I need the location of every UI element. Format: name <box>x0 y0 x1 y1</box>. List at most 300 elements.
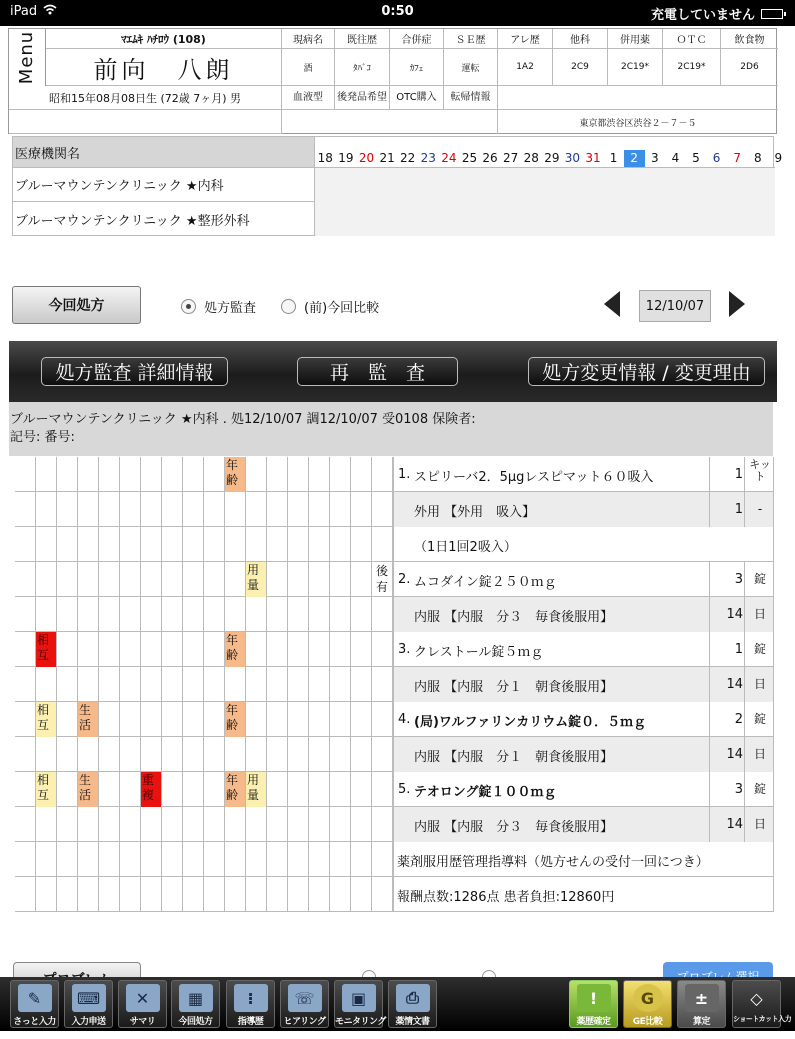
flag-cell <box>141 527 162 562</box>
flag-cell <box>246 667 267 702</box>
ge-compare-label: GE比較 <box>632 1017 663 1027</box>
flag-age[interactable]: 年齢 <box>225 772 246 807</box>
flag-cell <box>225 597 246 632</box>
table-row[interactable] <box>15 562 774 597</box>
radio-audit-label: 処方監査 <box>204 301 257 316</box>
info-head-other-dept[interactable]: 他科 <box>553 29 608 49</box>
drug-cell[interactable] <box>393 737 774 772</box>
flag-cell <box>309 527 330 562</box>
flag-cell <box>351 562 372 597</box>
flag-cell <box>78 457 99 492</box>
flag-cell <box>36 527 57 562</box>
flag-inter[interactable]: 相互 <box>36 772 57 807</box>
device-label: iPad <box>10 4 38 19</box>
day-list <box>315 150 789 167</box>
drug-cell[interactable] <box>393 772 774 807</box>
flag-cell <box>99 807 120 842</box>
flag-cell <box>36 807 57 842</box>
flag-cell <box>120 632 141 667</box>
flag-cell <box>246 737 267 772</box>
flag-cell <box>330 457 351 492</box>
drug-unit: 日 <box>753 677 766 691</box>
info-val-2d6: 2D6 <box>721 49 778 86</box>
radio-compare[interactable] <box>281 297 379 316</box>
flag-cell <box>225 807 246 842</box>
monitoring-label: モニタリング <box>335 1017 386 1027</box>
info-head-outcome[interactable]: 転帰情報 <box>444 86 498 110</box>
info-head-generic[interactable]: 後発品希望 <box>335 86 390 110</box>
flag-cell <box>330 492 351 527</box>
drug-unit: 錠 <box>753 712 766 726</box>
late-cell <box>372 667 393 702</box>
flag-cell <box>330 877 351 912</box>
flag-cell <box>330 597 351 632</box>
summary-button[interactable] <box>118 980 167 1028</box>
late-cell <box>372 457 393 492</box>
flag-cell <box>204 737 225 772</box>
flag-late: 後有 <box>372 562 393 597</box>
day[interactable]: 23 <box>420 151 436 165</box>
flag-cell <box>246 702 267 737</box>
day[interactable]: 9 <box>774 151 783 165</box>
flag-cell <box>57 772 78 807</box>
table-row[interactable] <box>15 492 774 527</box>
quick-input-label: さっと入力 <box>13 1017 56 1027</box>
guidance-history-button[interactable] <box>226 980 275 1028</box>
flag-cell <box>15 632 36 667</box>
flag-cell <box>246 807 267 842</box>
bottom-toolbar <box>0 977 795 1031</box>
menu-button[interactable] <box>9 29 46 86</box>
info-head-blood[interactable]: 血液型 <box>282 86 335 110</box>
drug-unit: 日 <box>753 747 766 761</box>
flag-life[interactable]: 生活 <box>78 772 99 807</box>
flag-cell <box>57 667 78 702</box>
flag-cell <box>141 492 162 527</box>
flag-cell <box>36 842 57 877</box>
flag-cell <box>183 807 204 842</box>
drug-cell[interactable] <box>393 702 774 737</box>
flag-cell <box>162 807 183 842</box>
flag-cell <box>225 492 246 527</box>
drug-name: テオロング錠１００ｍｇ <box>414 785 557 800</box>
flag-cell <box>204 702 225 737</box>
flag-cell <box>204 492 225 527</box>
reaudit-button[interactable]: 再 監 査 <box>297 357 458 386</box>
flag-cell <box>120 492 141 527</box>
current-rx-label: 今回処方 <box>178 1017 213 1027</box>
summary-label: サマリ <box>129 1017 156 1027</box>
rx-info-line2: 記号: 番号: <box>10 430 75 445</box>
drug-number: 1. <box>398 467 411 482</box>
flag-cell <box>57 877 78 912</box>
day[interactable]: 8 <box>753 151 762 165</box>
audit-detail-button[interactable]: 処方監査 詳細情報 <box>41 357 228 386</box>
flag-cell <box>120 877 141 912</box>
flag-cell <box>288 772 309 807</box>
flag-cell <box>57 527 78 562</box>
flag-cell <box>267 632 288 667</box>
flag-cell <box>204 527 225 562</box>
radio-audit[interactable] <box>181 297 256 316</box>
flag-cell <box>120 597 141 632</box>
flag-cell <box>15 807 36 842</box>
flag-cell <box>225 737 246 772</box>
info-blank <box>498 86 778 110</box>
ge-compare-icon: G <box>633 984 663 1012</box>
day[interactable]: 30 <box>564 151 581 165</box>
late-cell <box>372 772 393 807</box>
flag-cell <box>162 527 183 562</box>
drug-unit: 錠 <box>753 572 766 586</box>
late-cell <box>372 597 393 632</box>
flag-life[interactable]: 生活 <box>78 702 99 737</box>
flag-cell <box>15 702 36 737</box>
drug-cell[interactable] <box>393 667 774 702</box>
flag-cell <box>99 492 120 527</box>
day[interactable]: 3 <box>650 151 659 165</box>
day[interactable]: 24 <box>441 151 457 165</box>
drug-name: スピリーバ2．5μgレスピマット６０吸入 <box>414 470 654 485</box>
table-row[interactable] <box>15 702 774 737</box>
flag-cell <box>267 667 288 702</box>
info-head-history[interactable]: 既往歴 <box>335 29 390 49</box>
drug-unit: 錠 <box>753 642 766 656</box>
table-row[interactable] <box>15 842 774 877</box>
facility-section <box>12 136 783 236</box>
next-date-icon[interactable] <box>729 291 745 317</box>
flag-cell <box>57 842 78 877</box>
flag-cell <box>15 562 36 597</box>
drug-number: 4. <box>398 712 411 727</box>
drug-cell[interactable] <box>393 562 774 597</box>
drug-qty: 14 <box>709 667 745 702</box>
drug-cell[interactable] <box>393 632 774 667</box>
flag-cell <box>15 457 36 492</box>
flag-cell <box>246 457 267 492</box>
flag-cell <box>309 842 330 877</box>
flag-cell <box>78 632 99 667</box>
flag-cell <box>36 562 57 597</box>
flag-cell <box>99 457 120 492</box>
table-row[interactable] <box>15 772 774 807</box>
flag-cell <box>99 702 120 737</box>
info-head-se[interactable]: ＳＥ歴 <box>444 29 498 49</box>
flag-cell <box>78 877 99 912</box>
flag-cell <box>99 562 120 597</box>
day[interactable]: 19 <box>338 151 354 165</box>
day[interactable]: 31 <box>585 151 601 165</box>
flag-cell <box>309 597 330 632</box>
day[interactable]: 29 <box>544 151 560 165</box>
flag-cell <box>15 737 36 772</box>
flag-age[interactable]: 年齢 <box>225 457 246 492</box>
drug-info-doc-icon: ⎙ <box>396 984 430 1012</box>
flag-cell <box>183 457 204 492</box>
info-val-tobacco: ﾀﾊﾞｺ <box>335 49 390 86</box>
flag-cell <box>141 457 162 492</box>
prev-date-icon[interactable] <box>604 291 620 317</box>
hearing-button[interactable] <box>280 980 329 1028</box>
info-val-2c19-b: 2C19* <box>663 49 721 86</box>
flag-inter[interactable]: 相互 <box>36 632 57 667</box>
table-row[interactable] <box>15 597 774 632</box>
hearing-icon: ☏ <box>288 984 322 1012</box>
radio-dot-selected[interactable] <box>181 299 196 314</box>
info-val-driving: 運転 <box>444 49 498 86</box>
table-row[interactable] <box>15 877 774 912</box>
day[interactable]: 7 <box>733 151 741 165</box>
flag-cell <box>99 737 120 772</box>
flag-cell <box>78 492 99 527</box>
flag-cell <box>120 842 141 877</box>
day[interactable]: 22 <box>400 151 416 165</box>
flag-cell <box>99 772 120 807</box>
flag-cell <box>141 562 162 597</box>
drug-unit: 日 <box>753 817 766 831</box>
day[interactable]: 6 <box>712 151 721 165</box>
flag-cell <box>141 877 162 912</box>
flag-cell <box>225 842 246 877</box>
info-head-concomitant[interactable]: 併用薬 <box>608 29 663 49</box>
flag-cell <box>162 492 183 527</box>
table-row[interactable] <box>15 527 774 562</box>
drug-qty: 14 <box>709 597 745 632</box>
day[interactable]: 27 <box>503 151 519 165</box>
drug-name: 内服 【内服 分１ 朝食後服用】 <box>414 750 614 765</box>
flag-cell <box>120 527 141 562</box>
day[interactable]: 21 <box>379 151 395 165</box>
facility-title: 医療機関名 <box>13 137 315 168</box>
confirm-history-label: 薬歴確定 <box>576 1017 611 1027</box>
flag-cell <box>288 667 309 702</box>
late-cell <box>372 737 393 772</box>
late-cell <box>372 527 393 562</box>
flag-cell <box>120 667 141 702</box>
flag-cell <box>225 527 246 562</box>
guidance-history-icon: ⁝ <box>234 984 268 1012</box>
info-head-otc-purchase[interactable]: OTC購入 <box>390 86 444 110</box>
flag-cell <box>351 842 372 877</box>
facility-row[interactable]: ブルーマウンテンクリニック ★内科 <box>13 168 315 202</box>
rx-date[interactable]: 12/10/07 <box>639 290 711 322</box>
address-blank <box>282 110 498 134</box>
drug-qty: 3 <box>709 562 745 597</box>
flag-cell <box>99 597 120 632</box>
rx-info-line1: ブルーマウンテンクリニック ★内科 . 処12/10/07 調12/10/07 受0108 保険者: <box>10 412 476 427</box>
flag-age[interactable]: 年齢 <box>225 702 246 737</box>
flag-cell <box>288 457 309 492</box>
flag-cell <box>162 772 183 807</box>
info-head-allergy[interactable]: アレ歴 <box>498 29 553 49</box>
battery-icon <box>761 9 783 19</box>
flag-cell <box>36 667 57 702</box>
flag-cell <box>99 527 120 562</box>
flag-cell <box>204 842 225 877</box>
fee-line: 薬剤服用歴管理指導料（処方せんの受付一回につき） <box>393 842 774 877</box>
table-row[interactable] <box>15 667 774 702</box>
shortcut-input-button[interactable] <box>732 980 792 1028</box>
flag-cell <box>330 527 351 562</box>
info-head-otc[interactable]: ＯＴＣ <box>663 29 721 49</box>
drug-qty: 1 <box>709 632 745 667</box>
flag-cell <box>351 807 372 842</box>
flag-cell <box>288 737 309 772</box>
flag-cell <box>267 842 288 877</box>
flag-cell <box>351 702 372 737</box>
patient-name: 前向 八朗 <box>46 49 282 86</box>
flag-cell <box>330 562 351 597</box>
day[interactable]: 4 <box>671 151 680 165</box>
flag-cell <box>204 632 225 667</box>
flag-cell <box>204 667 225 702</box>
flag-cell <box>204 877 225 912</box>
table-row[interactable] <box>15 632 774 667</box>
charging-status: 充電していません <box>650 8 755 23</box>
drug-number: 2. <box>398 572 411 587</box>
flag-cell <box>246 527 267 562</box>
flag-cell <box>288 527 309 562</box>
day[interactable]: 26 <box>482 151 498 165</box>
shortcut-input-label: ショートカット入力 <box>733 1015 792 1023</box>
drug-qty: 2 <box>709 702 745 737</box>
flag-dose[interactable]: 用量 <box>246 772 267 807</box>
flag-cell <box>267 877 288 912</box>
drug-cell[interactable] <box>393 527 774 562</box>
flag-cell <box>36 457 57 492</box>
drug-cell[interactable] <box>393 457 774 492</box>
flag-cell <box>204 807 225 842</box>
flag-cell <box>141 702 162 737</box>
flag-inter[interactable]: 相互 <box>36 702 57 737</box>
day[interactable]: 18 <box>317 151 333 165</box>
flag-cell <box>330 772 351 807</box>
drug-number: 5. <box>398 782 411 797</box>
flag-cell <box>78 807 99 842</box>
monitoring-icon: ▣ <box>342 984 376 1012</box>
flag-cell <box>78 737 99 772</box>
late-cell <box>372 492 393 527</box>
flag-cell <box>162 562 183 597</box>
flag-cell <box>267 527 288 562</box>
current-rx-button[interactable]: 今回処方 <box>12 286 141 324</box>
day[interactable]: 5 <box>692 151 700 165</box>
flag-cell <box>141 667 162 702</box>
drug-unit: - <box>757 502 763 516</box>
flag-cell <box>36 492 57 527</box>
rx-change-button[interactable]: 処方変更情報 / 変更理由 <box>528 357 765 386</box>
flag-cell <box>246 492 267 527</box>
flag-age[interactable]: 年齢 <box>225 632 246 667</box>
flag-cell <box>183 737 204 772</box>
flag-cell <box>183 877 204 912</box>
drug-name: 外用 【外用 吸入】 <box>414 505 536 520</box>
current-rx-icon: ▦ <box>179 984 213 1012</box>
day[interactable]: 25 <box>461 151 478 165</box>
day[interactable]: 1 <box>609 151 618 165</box>
monitoring-button[interactable] <box>334 980 386 1028</box>
drug-unit: キット <box>749 458 771 483</box>
table-row[interactable] <box>15 807 774 842</box>
flag-cell <box>351 632 372 667</box>
drug-cell[interactable] <box>393 597 774 632</box>
flag-cell <box>15 597 36 632</box>
flag-cell <box>246 842 267 877</box>
handover-button[interactable] <box>64 980 113 1028</box>
drug-cell[interactable] <box>393 492 774 527</box>
flag-cell <box>351 457 372 492</box>
day[interactable]: 20 <box>358 151 375 165</box>
flag-cell <box>57 632 78 667</box>
day[interactable]: 28 <box>523 151 539 165</box>
flag-cell <box>330 667 351 702</box>
table-row[interactable] <box>15 457 774 492</box>
flag-cell <box>120 737 141 772</box>
flag-cell <box>120 702 141 737</box>
clock: 0:50 <box>381 4 414 19</box>
drug-qty: 14 <box>709 807 745 842</box>
calculate-button[interactable] <box>677 980 726 1028</box>
flag-dup[interactable]: 重複 <box>141 772 162 807</box>
facility-row[interactable]: ブルーマウンテンクリニック ★整形外科 <box>13 202 315 236</box>
flag-cell <box>99 632 120 667</box>
flag-cell <box>288 562 309 597</box>
flag-cell <box>204 597 225 632</box>
flag-cell <box>15 877 36 912</box>
confirm-history-button[interactable] <box>569 980 618 1028</box>
flag-cell <box>309 492 330 527</box>
info-head-complication[interactable]: 合併症 <box>390 29 444 49</box>
flag-cell <box>162 842 183 877</box>
current-rx-button[interactable] <box>171 980 220 1028</box>
info-head-current[interactable]: 現病名 <box>282 29 335 49</box>
drug-qty: 1 <box>709 492 745 527</box>
facility-calendar-grid <box>315 168 775 236</box>
day-today[interactable]: 2 <box>624 150 645 167</box>
flag-cell <box>267 492 288 527</box>
quick-input-button[interactable] <box>10 980 59 1028</box>
flag-cell <box>351 597 372 632</box>
table-row[interactable] <box>15 737 774 772</box>
drug-cell[interactable] <box>393 807 774 842</box>
flag-cell <box>57 492 78 527</box>
flag-cell <box>267 807 288 842</box>
flag-dose[interactable]: 用量 <box>246 562 267 597</box>
patient-header <box>8 28 777 134</box>
flag-cell <box>288 597 309 632</box>
flag-cell <box>183 492 204 527</box>
summary-icon: ✕ <box>126 984 160 1012</box>
info-val-2c9: 2C9 <box>553 49 608 86</box>
late-cell <box>372 842 393 877</box>
drug-info-doc-button[interactable] <box>388 980 437 1028</box>
flag-cell <box>120 562 141 597</box>
info-head-food[interactable]: 飲食物 <box>721 29 778 49</box>
flag-cell <box>288 632 309 667</box>
flag-cell <box>141 632 162 667</box>
flag-cell <box>267 597 288 632</box>
info-val-1a2: 1A2 <box>498 49 553 86</box>
radio-dot[interactable] <box>281 299 296 314</box>
flag-cell <box>351 492 372 527</box>
flag-cell <box>183 667 204 702</box>
flag-cell <box>78 597 99 632</box>
calculate-label: 算定 <box>692 1017 710 1027</box>
ge-compare-button[interactable] <box>623 980 672 1028</box>
flag-cell <box>330 737 351 772</box>
shortcut-input-icon: ◇ <box>750 988 763 1008</box>
info-val-caffeine: ｶﾌｪ <box>390 49 444 86</box>
